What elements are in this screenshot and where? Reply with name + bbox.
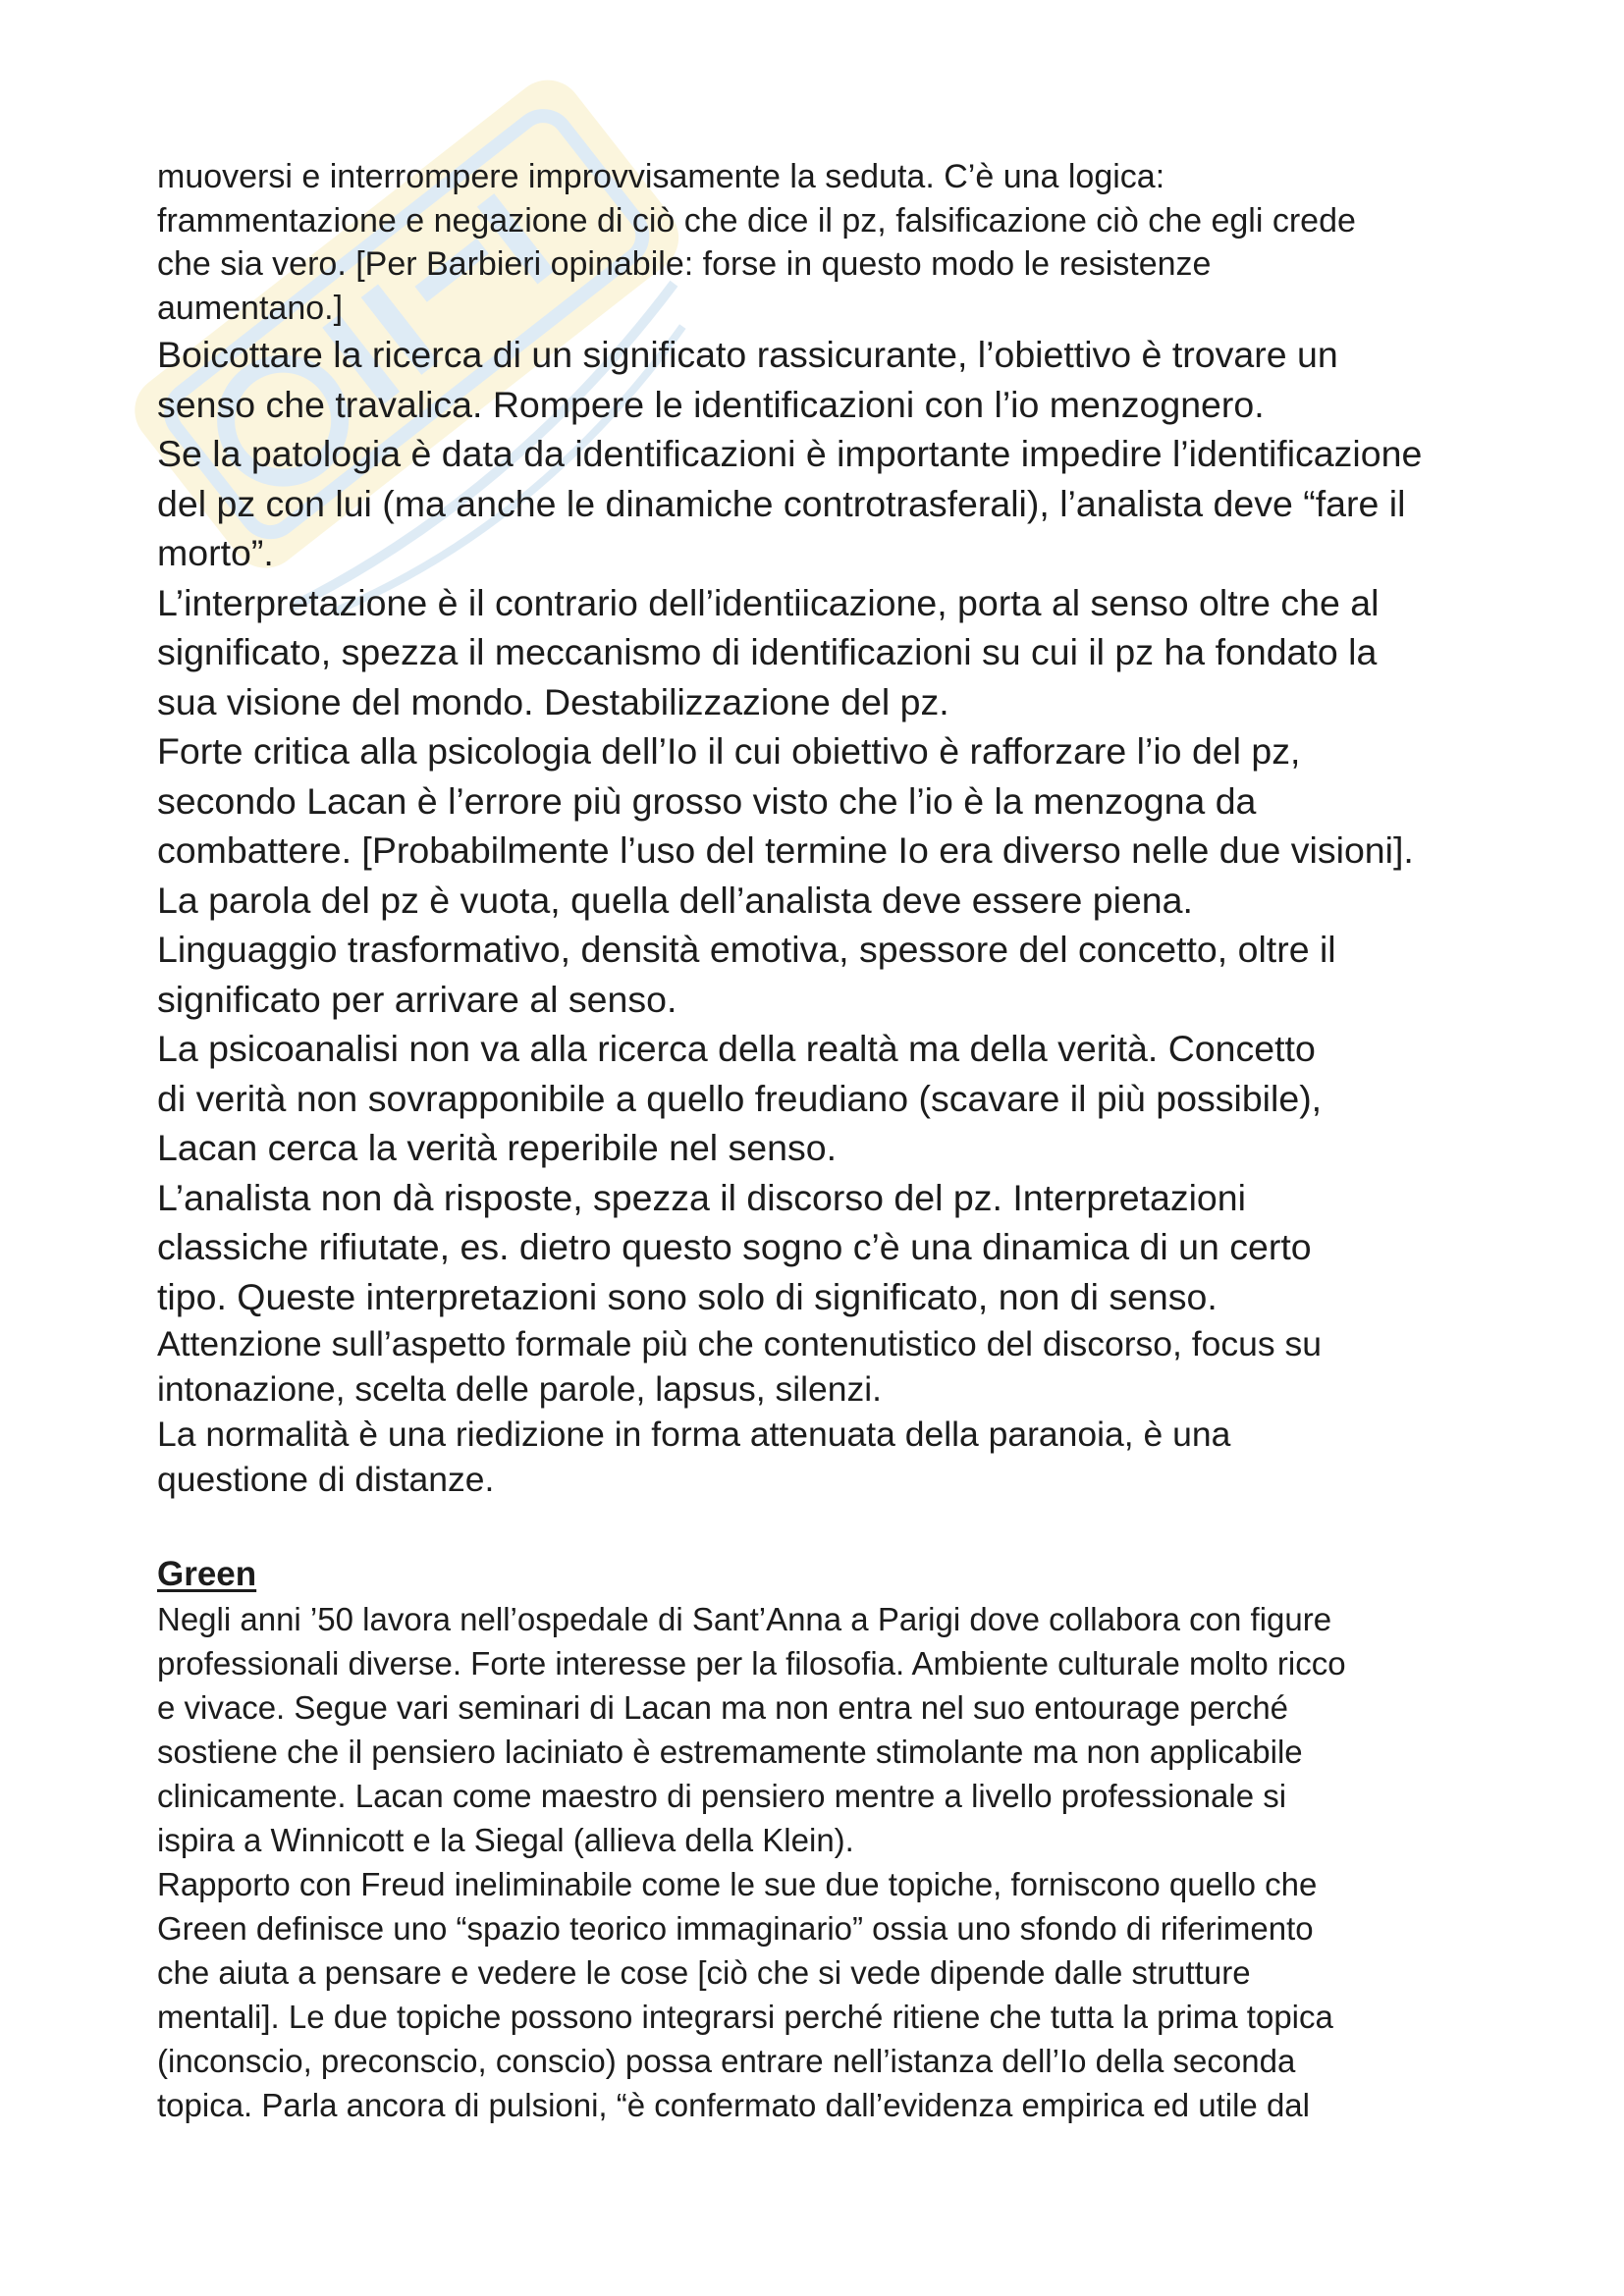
paragraph-lacan-seduta: muoversi e interrompere improvvisamente la seduta. C’è una logica: frammentazione e negazione di ciò che dice il pz, falsificazione ciò che egli crede che sia vero. [Per Barbieri opinabile: forse in questo modo le resistenze aumentano.]	[157, 158, 1356, 327]
paragraph-lacan-boicottare: Boicottare la ricerca di un significato rassicurante, l’obiettivo è trovare un senso che travalica. Rompere le identificazioni con l’io menzognero.	[157, 334, 1338, 425]
paragraph-lacan-normalita: Attenzione sull’aspetto formale più che contenutistico del discorso, focus su intonazione, scelta delle parole, lapsus, silenzi. La normalità è una riedizione in forma attenuata della paranoia, è una questione di distanze.	[157, 1324, 1322, 1499]
document-page	[157, 155, 1492, 2127]
paragraph-lacan-patologia: Se la patologia è data da identificazioni è importante impedire l’identificazione del pz con lui (ma anche le dinamiche controtrasferali), l’analista deve “fare il morto”.	[157, 433, 1423, 573]
paragraph-lacan-psicologia-io: Forte critica alla psicologia dell’Io il cui obiettivo è rafforzare l’io del pz, secondo Lacan è l’errore più grosso visto che l’io è la menzogna da combattere. [Probabilmente l’uso del termine Io era diverso nelle due visioni].	[157, 730, 1414, 871]
paragraph-green-biografia: Negli anni ’50 lavora nell’ospedale di Sant’Anna a Parigi dove collabora con figure professionali diverse. Forte interesse per la filosofia. Ambiente culturale molto ricco e vivace. Segue vari seminari di Lacan ma non entra nel suo entourage perché sostiene che il pensiero laciniato è estremamente stimolante ma non applicabile clinicamente. Lacan come maestro di pensiero mentre a livello professionale si ispira a Winnicott e la Siegal (allieva della Klein).	[157, 1601, 1346, 1858]
paragraph-green-freud: Rapporto con Freud ineliminabile come le sue due topiche, forniscono quello che Green definisce uno “spazio teorico immaginario” ossia uno sfondo di riferimento che aiuta a pensare e vedere le cose [ciò che si vede dipende dalle strutture mentali]. Le due topiche possono integrarsi perché ritiene che tutta la prima topica (inconscio, preconscio, conscio) possa entrare nell’istanza dell’Io della seconda topica. Parla ancora di pulsioni, “è confermato dall’evidenza empirica ed utile dal	[157, 1866, 1333, 2123]
paragraph-lacan-interpretazione: L’interpretazione è il contrario dell’identiicazione, porta al senso oltre che al significato, spezza il meccanismo di identificazioni su cui il pz ha fondato la sua visione del mondo. Destabilizzazione del pz.	[157, 581, 1380, 722]
section-heading-green: Green	[157, 1555, 257, 1593]
paragraph-lacan-parola: La parola del pz è vuota, quella dell’analista deve essere piena. Linguaggio trasformativo, densità emotiva, spessore del concetto, oltre il significato per arrivare al senso. La psicoanalisi non va alla ricerca della realtà ma della verità. Concetto di verità non sovrapponibile a quello freudiano (scavare il più possibile), Lacan cerca la verità reperibile nel senso. L’analista non dà risposte, spezza il discorso del pz. Interpretazioni classiche rifiutate, es. dietro questo sogno c’è una dinamica di un certo tipo. Queste interpretazioni sono solo di significato, non di senso.	[157, 879, 1336, 1317]
